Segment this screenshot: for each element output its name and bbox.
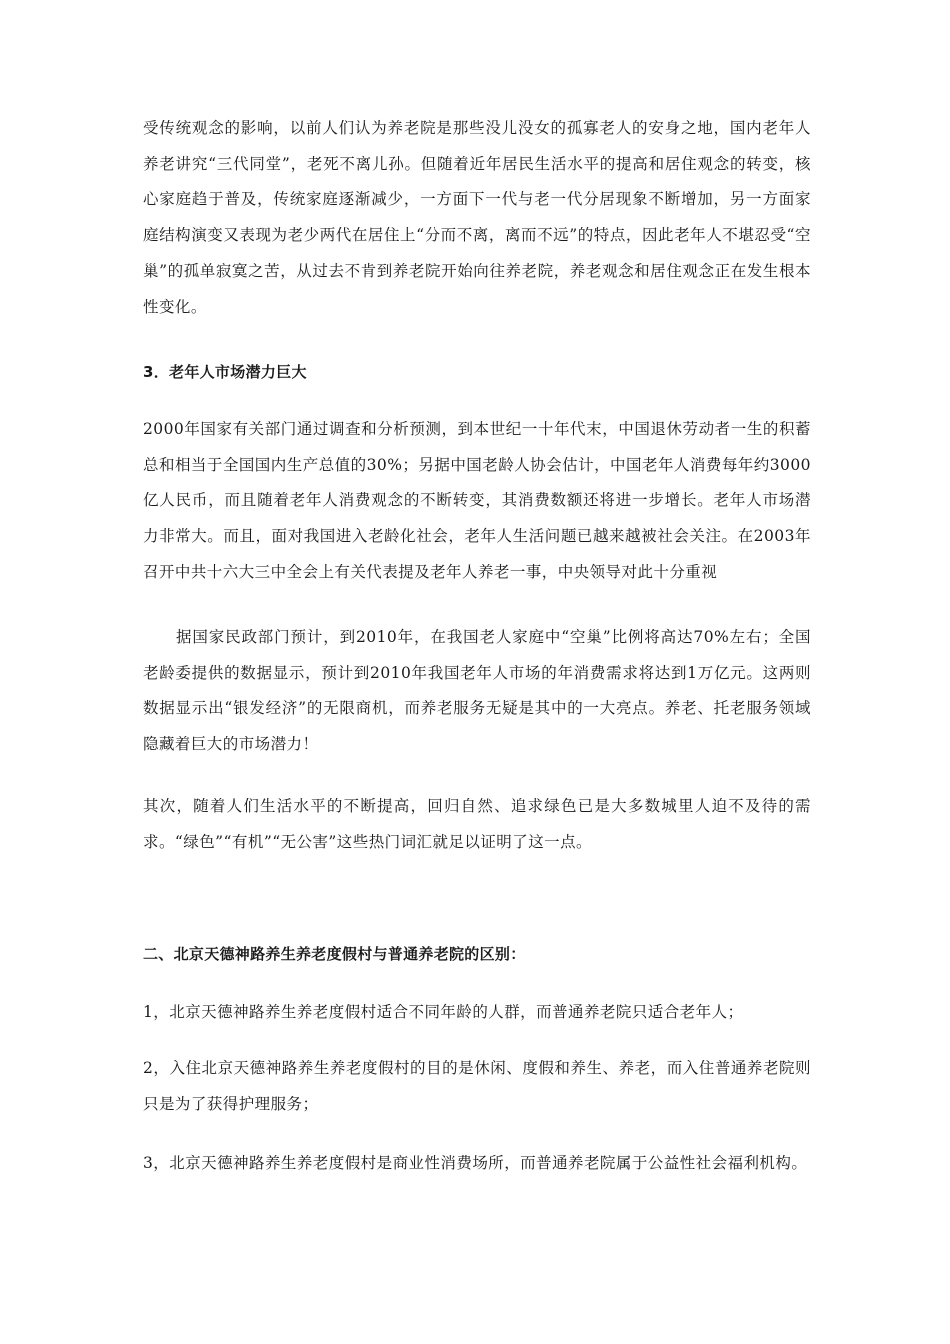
- section-heading-differences: 二、北京天德神路养生养老度假村与普通养老院的区别：: [143, 945, 526, 963]
- section-heading-market-potential: 3．老年人市场潜力巨大: [143, 363, 307, 381]
- list-item-3: 3，北京天德神路养生养老度假村是商业性消费场所，而普通养老院属于公益性社会福利机构。: [143, 1154, 808, 1172]
- paragraph-traditional-concept: 受传统观念的影响，以前人们认为养老院是那些没儿没女的孤寡老人的安身之地，国内老年人养老讲究“三代同堂”，老死不离儿孙。但随着近年居民生活水平的提高和居住观念的转变，核心家庭趋于普及，传统家庭逐渐减少，一方面下一代与老一代分居现象不断增加，另一方面家庭结构演变又表现为老少两代在居住上“分而不离，离而不远”的特点，因此老年人不堪忍受“空巢”的孤单寂寞之苦，从过去不肯到养老院开始向往养老院，养老观念和居住观念正在发生根本性变化。: [143, 119, 811, 316]
- list-item-1: 1，北京天德神路养生养老度假村适合不同年龄的人群，而普通养老院只适合老年人；: [143, 1003, 744, 1021]
- list-item-2: 2，入住北京天德神路养生养老度假村的目的是休闲、度假和养生、养老，而入住普通养老院则只是为了获得护理服务；: [143, 1059, 811, 1113]
- paragraph-green-demand: 其次，随着人们生活水平的不断提高，回归自然、追求绿色已是大多数城里人迫不及待的需求。“绿色”“有机”“无公害”这些热门词汇就足以证明了这一点。: [143, 797, 811, 851]
- paragraph-empty-nest-forecast-2010: 据国家民政部门预计，到2010年，在我国老人家庭中“空巢”比例将高达70%左右；全国老龄委提供的数据显示，预计到2010年我国老年人市场的年消费需求将达到1万亿元。这两则数据显示出“银发经济”的无限商机，而养老服务无疑是其中的一大亮点。养老、托老服务领域隐藏着巨大的市场潜力！: [143, 628, 811, 754]
- paragraph-market-statistics-2000: 2000年国家有关部门通过调查和分析预测，到本世纪一十年代末，中国退休劳动者一生的积蓄总和相当于全国国内生产总值的30%；另据中国老龄人协会估计，中国老年人消费每年约3000亿人民币，而且随着老年人消费观念的不断转变，其消费数额还将进一步增长。老年人市场潜力非常大。而且，面对我国进入老龄化社会，老年人生活问题已越来越被社会关注。在2003年召开中共十六大三中全会上有关代表提及老年人养老一事，中央领导对此十分重视: [143, 420, 811, 581]
